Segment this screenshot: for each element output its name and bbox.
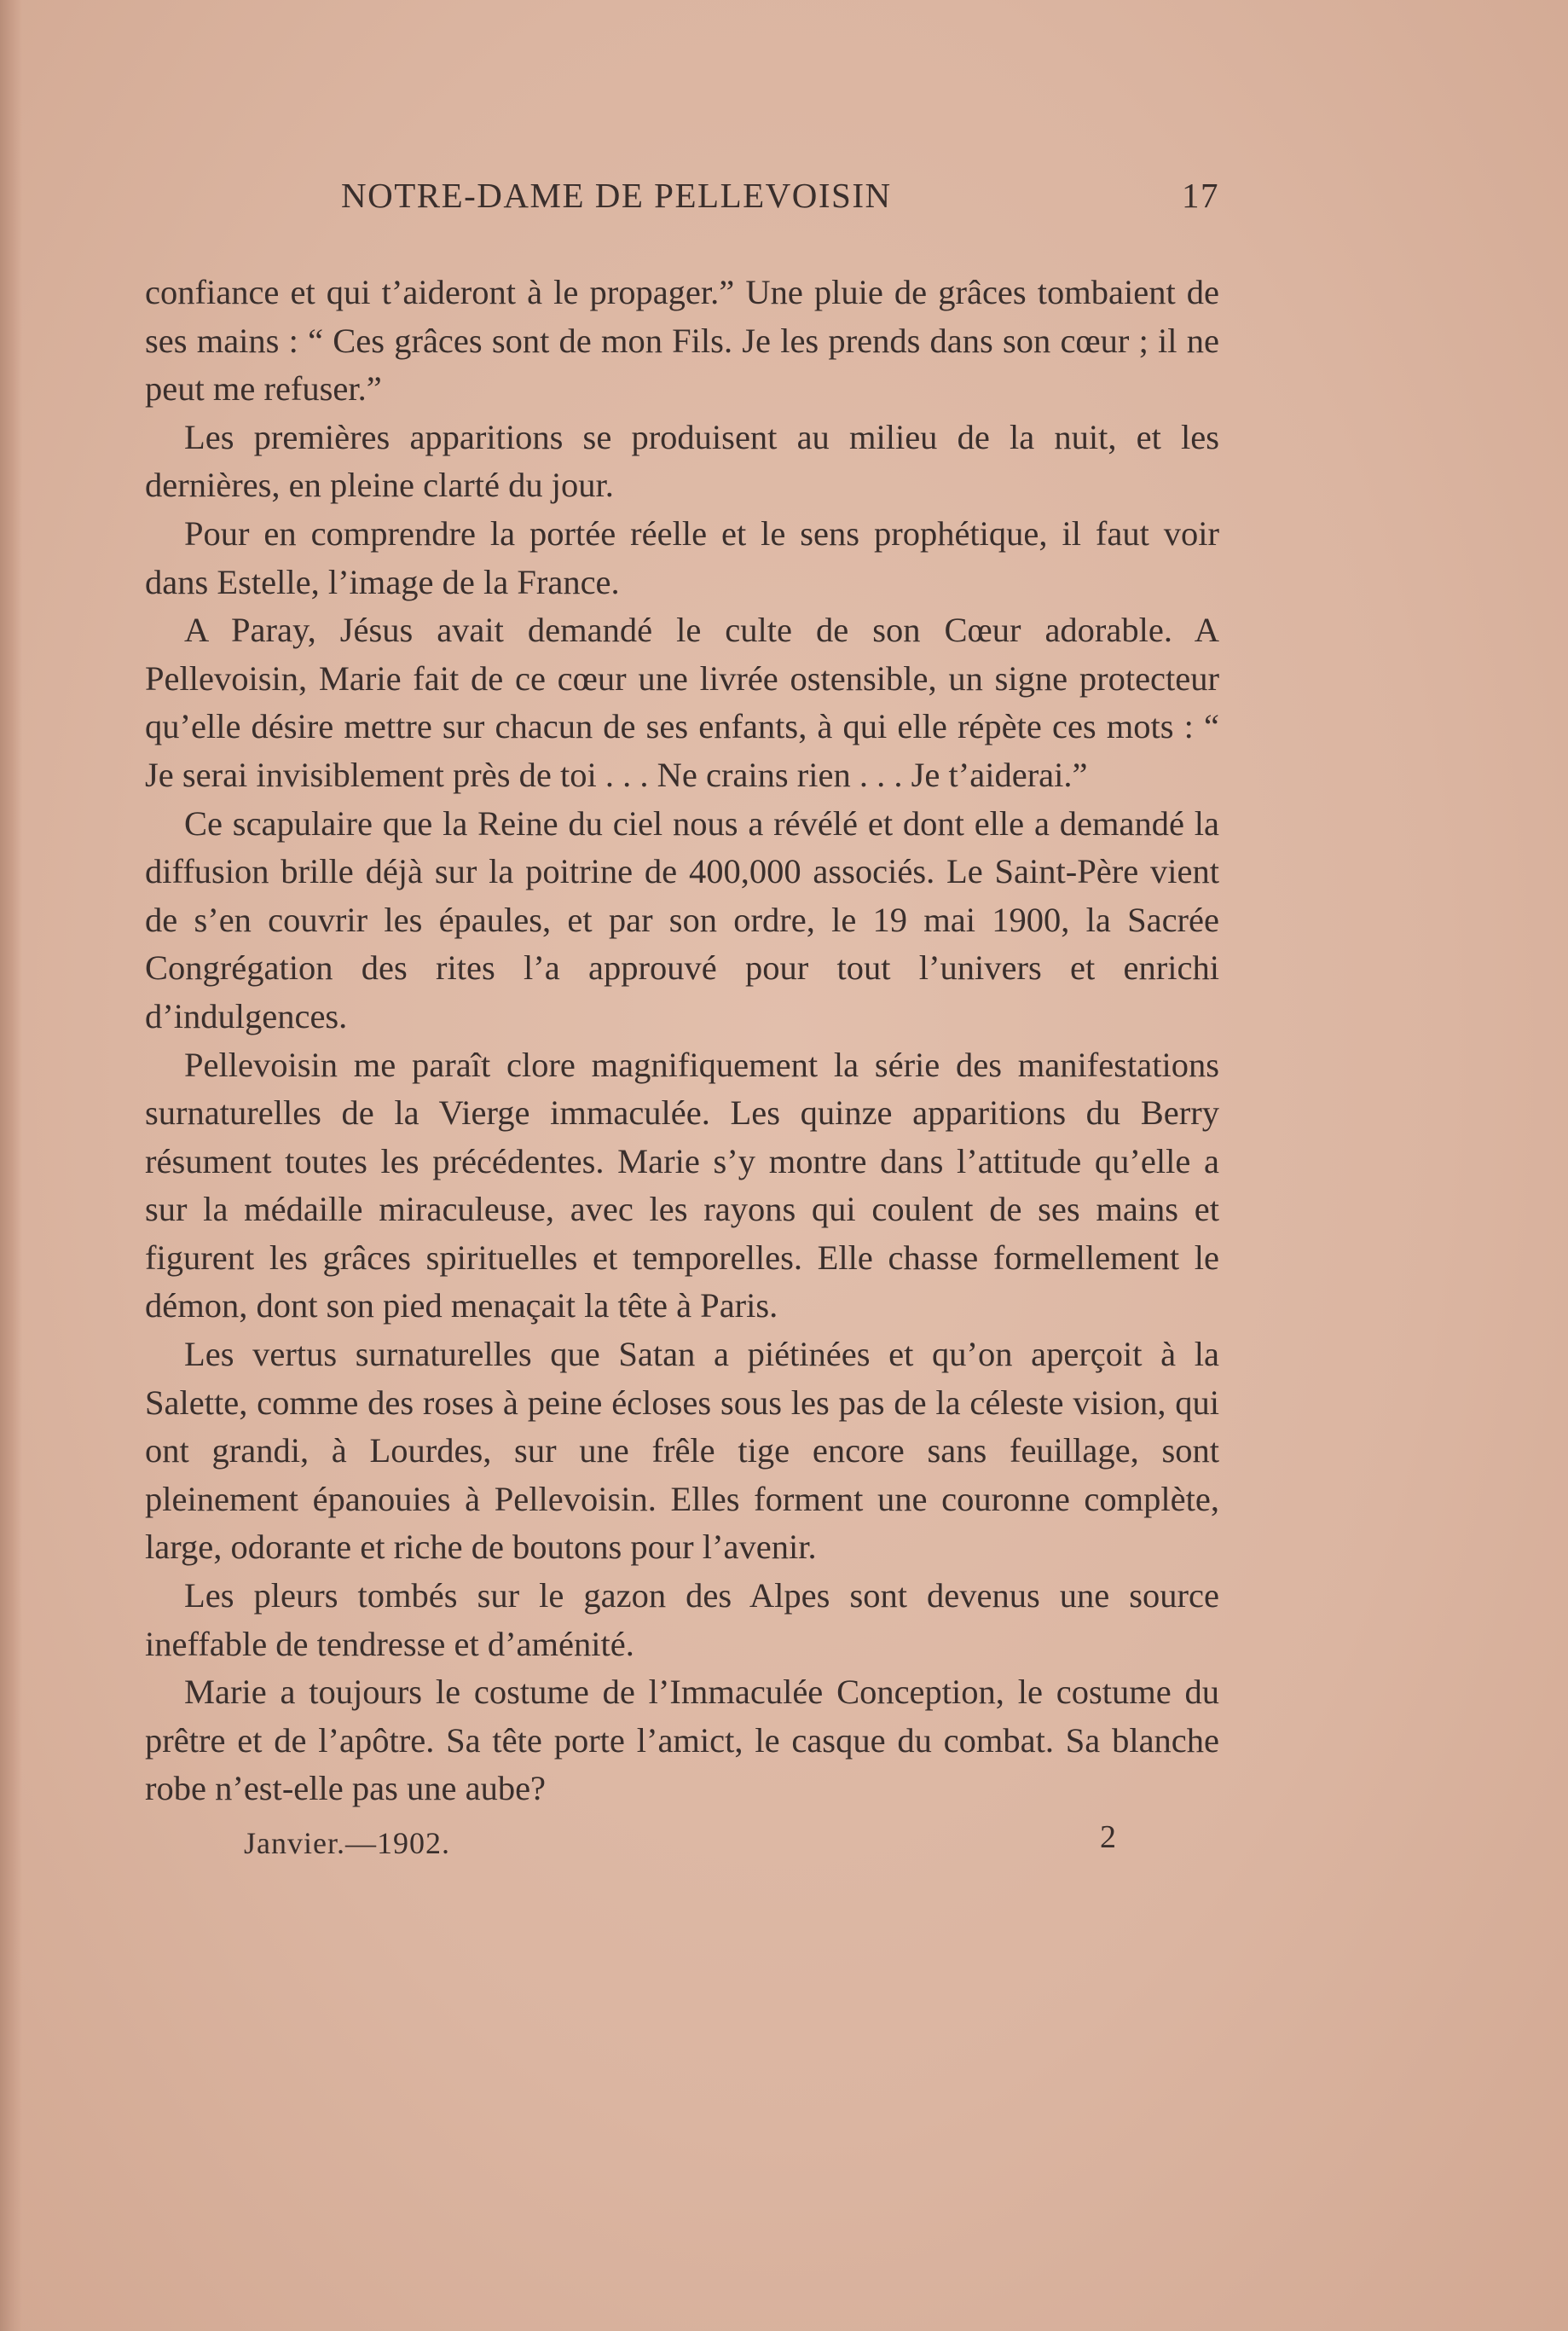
paragraph: Les vertus surnaturelles que Satan a piétinées et qu’on aperçoit à la Salette, comme des roses à peine écloses sous les pas de la céleste vision, qui ont grandi, à Lourdes, sur une frêle tige encore sans feuillage, sont pleinement épanouies à Pellevoisin. Elles forment une couronne complète, large, odorante et riche de boutons pour l’avenir. (145, 1335, 1219, 1567)
body-text (145, 269, 1219, 1813)
paragraph: A Paray, Jésus avait demandé le culte de son Cœur adorable. A Pellevoisin, Marie fait de ce cœur une livrée ostensible, un signe protecteur qu’elle désire mettre sur chacun de ses enfants, à qui elle répète ces mots : “ Je serai invisiblement près de toi . . . Ne crains rien . . . Je t’aiderai.” (145, 611, 1219, 794)
paragraph: Les pleurs tombés sur le gazon des Alpes sont devenus une source ineffable de tendresse et d’aménité. (145, 1576, 1219, 1663)
gathering-mark: 2 (1100, 1819, 1116, 1855)
paragraph: Pour en comprendre la portée réelle et le sens prophétique, il faut voir dans Estelle, l’image de la France. (145, 513, 1219, 601)
book-page (145, 166, 1219, 1876)
page-footer (145, 1819, 1219, 1876)
paragraph: confiance et qui t’aideront à le propager.” Une pluie de grâces tombaient de ses mains : “ Ces grâces sont de mon Fils. Je les prends dans son cœur ; il ne peut me refuser.” (145, 273, 1219, 409)
page-number: 17 (1182, 176, 1219, 215)
paragraph: Ce scapulaire que la Reine du ciel nous a révélé et dont elle a demandé la diffusion brille déjà sur la poitrine de 400,000 associés. Le Saint-Père vient de s’en couvrir les épaules, et par son ordre, le 19 mai 1900, la Sacrée Congrégation des rites l’a approuvé pour tout l’univers et enrichi d’indulgences. (145, 803, 1219, 1035)
paragraph: Marie a toujours le costume de l’Immaculée Conception, le costume du prêtre et de l’apôtre. Sa tête porte l’amict, le casque du combat. Sa blanche robe n’est-elle pas une aube? (145, 1673, 1219, 1808)
running-title: NOTRE-DAME DE PELLEVOISIN (341, 176, 892, 215)
running-head (145, 166, 1219, 226)
signature-line: Janvier.—1902. (244, 1826, 450, 1860)
binding-shadow (0, 0, 22, 2331)
paragraph: Pellevoisin me paraît clore magnifiquement la série des manifestations surnaturelles de la Vierge immaculée. Les quinze apparitions du Berry résument toutes les précédentes. Marie s’y montre dans l’attitude qu’elle a sur la médaille miraculeuse, avec les rayons qui coulent de ses mains et figurent les grâces spirituelles et temporelles. Elle chasse formellement le démon, dont son pied menaçait la tête à Paris. (145, 1045, 1219, 1325)
paragraph: Les premières apparitions se produisent au milieu de la nuit, et les dernières, en pleine clarté du jour. (145, 417, 1219, 505)
